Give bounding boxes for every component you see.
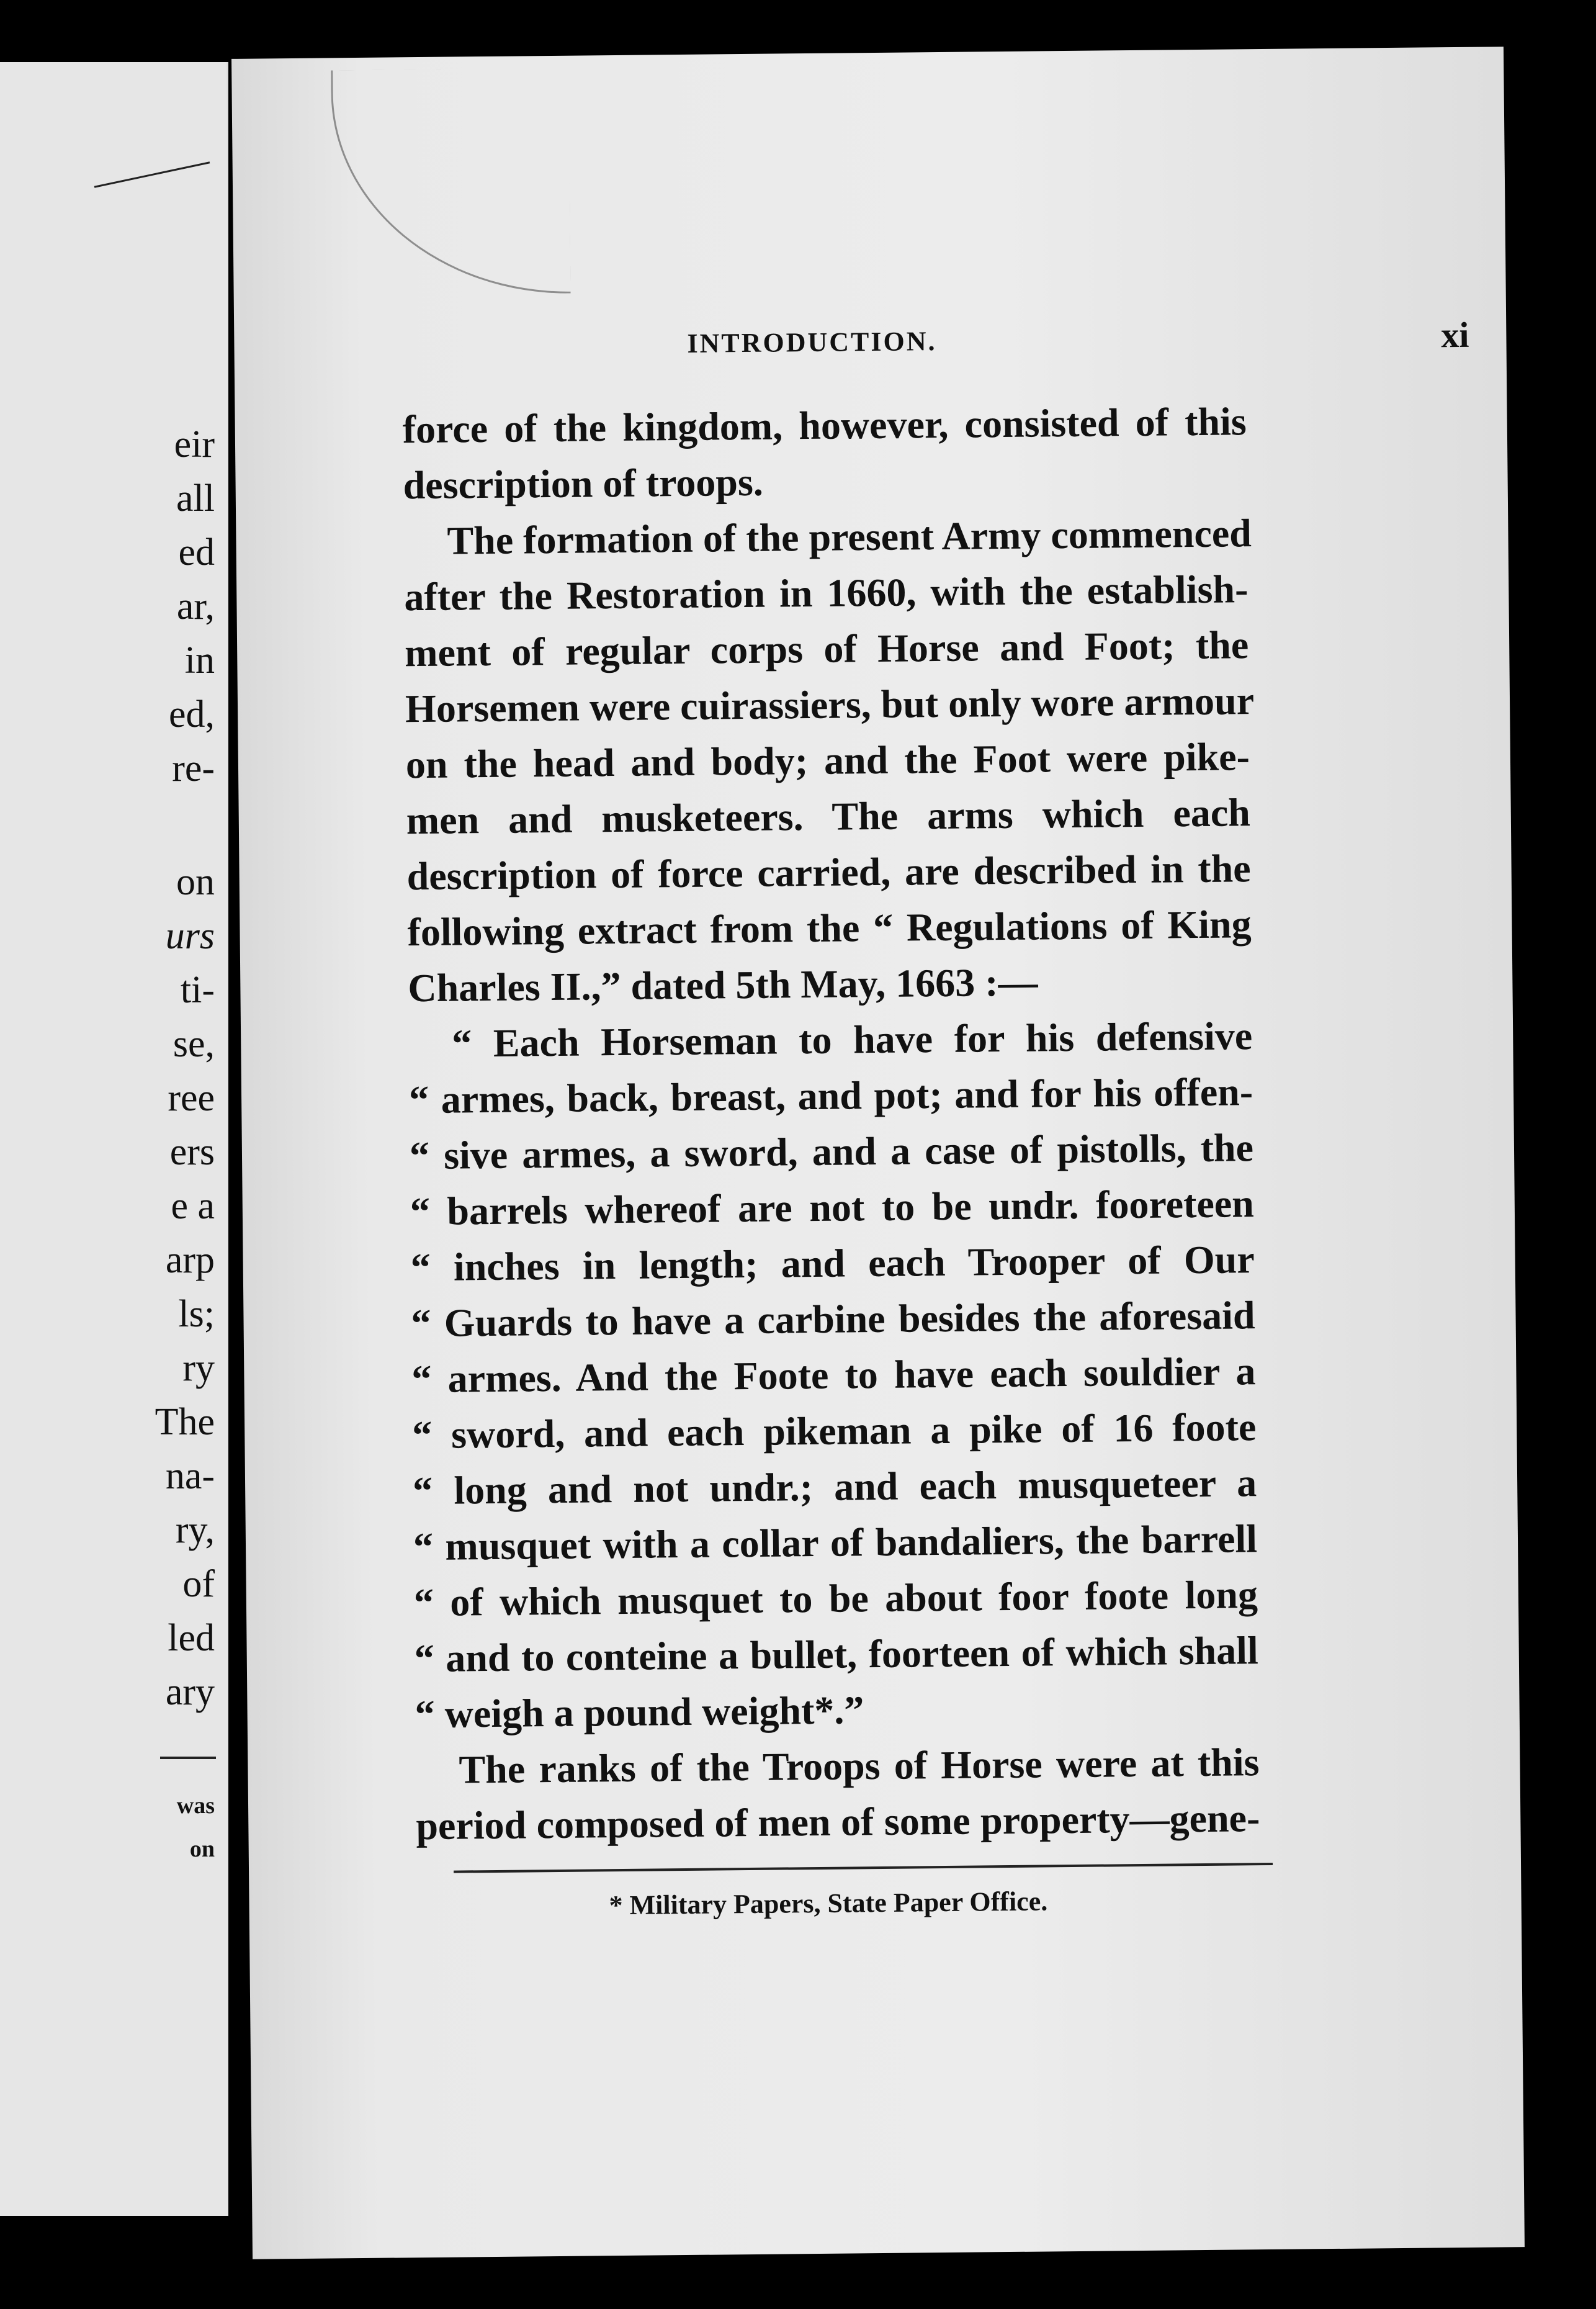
- quote-line: “ and to conteine a bullet, foorteen of which shall: [414, 1628, 1259, 1681]
- quote-line: “ of which musquet to be about foor foote long: [413, 1572, 1258, 1625]
- facing-footnote-fragment: was: [176, 1793, 215, 1819]
- text-line: The formation of the present Army commenced: [447, 511, 1252, 563]
- facing-line-fragment: led: [168, 1617, 215, 1659]
- ink-speck: [1577, 791, 1584, 797]
- text-line: description of force carried, are described in the: [406, 846, 1251, 899]
- text-line: men and musketeers. The arms which each: [406, 790, 1251, 843]
- quote-line: “ sword, and each pikeman a pike of 16 foote: [411, 1405, 1257, 1457]
- facing-line-fragment: re-: [172, 747, 215, 790]
- facing-footnote-fragment: on: [189, 1836, 215, 1862]
- facing-line-fragment: ree: [168, 1077, 215, 1119]
- facing-line-fragment: all: [176, 477, 215, 520]
- text-line: ment of regular corps of Horse and Foot; the: [404, 623, 1249, 675]
- text-line: The ranks of the Troops of Horse were at this: [459, 1740, 1260, 1792]
- facing-line-fragment: ed: [178, 531, 215, 574]
- facing-line-fragment: ary: [165, 1671, 215, 1713]
- text-line: following extract from the “ Regulations of King: [407, 902, 1252, 955]
- facing-line-fragment: ed,: [168, 693, 215, 736]
- quote-line: “ weigh a pound weight*.”: [415, 1688, 864, 1737]
- facing-page-fragment: [0, 62, 228, 2216]
- quote-line: “ inches in length; and each Trooper of Our: [410, 1237, 1255, 1290]
- text-line: description of troops.: [403, 459, 764, 508]
- quote-line: “ barrels whereof are not to be undr. fooreteen: [410, 1181, 1255, 1234]
- facing-line-fragment: ls;: [178, 1293, 215, 1335]
- facing-line-fragment: arp: [165, 1239, 215, 1281]
- text-line: Horsemen were cuirassiers, but only wore armour: [405, 678, 1255, 731]
- footnote: * Military Papers, State Paper Office.: [609, 1886, 1048, 1921]
- facing-line-fragment: in: [184, 639, 215, 682]
- facing-line-fragment: ers: [169, 1131, 215, 1173]
- running-head-title: INTRODUCTION.: [687, 326, 937, 359]
- facing-line-fragment: ry: [182, 1347, 215, 1389]
- text-line: Charles II.,” dated 5th May, 1663 :—: [408, 960, 1038, 1010]
- quote-line: “ musquet with a collar of bandaliers, the barrell: [413, 1516, 1258, 1569]
- text-line: on the head and body; and the Foot were pike-: [405, 734, 1250, 787]
- facing-line-fragment: ar,: [176, 585, 215, 628]
- corner-crease-mark: [331, 68, 570, 296]
- facing-line-fragment: ry,: [175, 1509, 215, 1551]
- running-head: [687, 314, 1469, 365]
- facing-line-fragment: na-: [165, 1455, 215, 1497]
- quote-line: “ Guards to have a carbine besides the aforesaid: [411, 1293, 1255, 1346]
- quote-line: “ armes, back, breast, and pot; and for his offen-: [408, 1069, 1253, 1122]
- quote-line: “ sive armes, a sword, and a case of pistolls, the: [409, 1125, 1254, 1178]
- facing-line-fragment: The: [155, 1401, 215, 1443]
- facing-line-fragment: eir: [174, 423, 215, 466]
- footnote-rule: [454, 1863, 1273, 1873]
- facing-line-fragment: ti-: [180, 969, 215, 1011]
- quote-line: “ Each Horseman to have for his defensive: [451, 1014, 1253, 1066]
- body-text: [402, 394, 1260, 1854]
- facing-line-fragment: on: [176, 861, 215, 903]
- text-line: after the Restoration in 1660, with the establish-: [404, 567, 1249, 619]
- page-fold-mark: [94, 161, 210, 187]
- facing-line-fragment: of: [182, 1563, 215, 1605]
- book-page: [231, 47, 1525, 2259]
- facing-line-fragment: se,: [173, 1023, 215, 1065]
- page-number: xi: [1440, 314, 1469, 356]
- text-line: force of the kingdom, however, consisted of this: [402, 399, 1247, 452]
- facing-line-fragment: e a: [171, 1185, 215, 1227]
- facing-line-fragment: urs: [165, 915, 215, 957]
- facing-footnote-rule: [160, 1757, 216, 1759]
- text-line: period composed of men of some property—gene-: [416, 1796, 1260, 1848]
- quote-line: “ long and not undr.; and each musqueteer a: [412, 1461, 1257, 1513]
- quote-line: “ armes. And the Foote to have each souldier a: [411, 1349, 1256, 1402]
